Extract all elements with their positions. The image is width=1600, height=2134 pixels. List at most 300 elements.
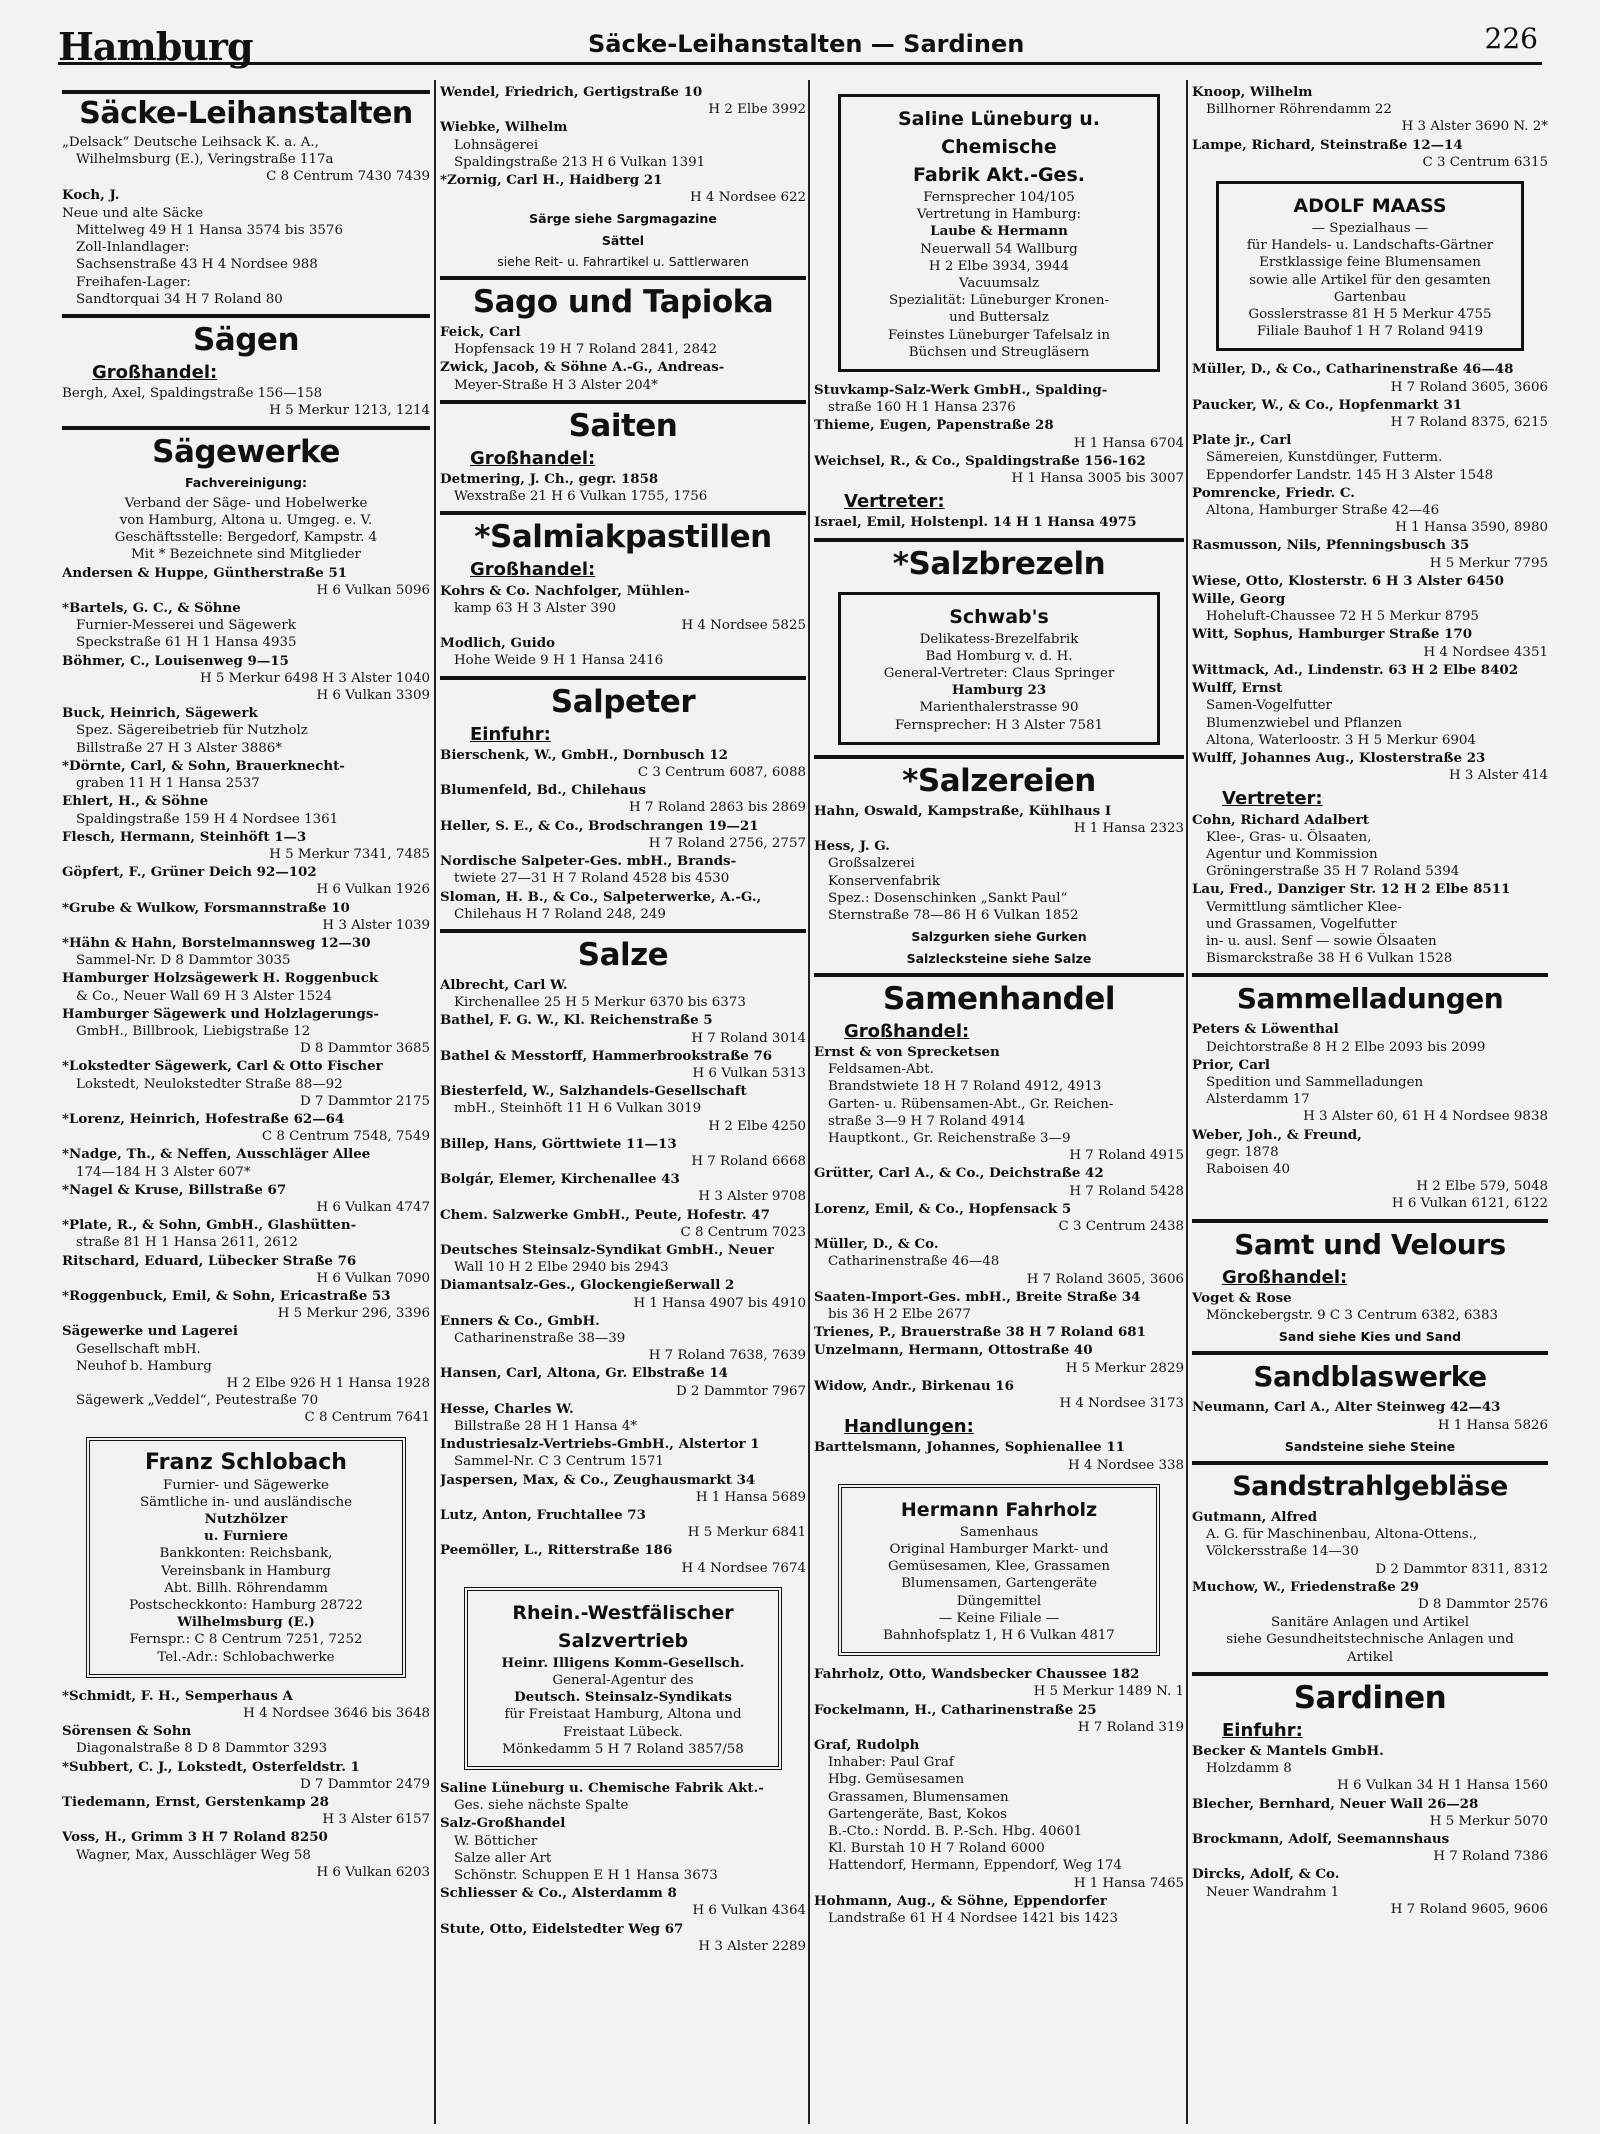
entry-line: H 4 Nordsee 622	[690, 190, 806, 206]
column-2	[440, 84, 806, 2124]
entry-line: Furnier-Messerei und Sägewerk	[76, 618, 296, 634]
entry-list	[440, 324, 806, 394]
list-item	[62, 1058, 430, 1110]
entry-line: A. G. für Maschinenbau, Altona-Ottens.,	[1206, 1527, 1478, 1543]
cross-reference: Salzgurken siehe Gurken	[911, 929, 1087, 945]
entry-name: Lampe, Richard, Steinstraße 12—14	[1192, 136, 1463, 153]
list-item	[62, 1723, 430, 1757]
entry-name: *Subbert, C. J., Lokstedt, Osterfeldstr. 1	[62, 1758, 360, 1775]
entry-name: Knoop, Wilhelm	[1192, 84, 1313, 100]
advertisement	[838, 94, 1160, 372]
list-item	[1192, 1866, 1548, 1918]
subsection-title: Einfuhr:	[470, 723, 551, 745]
list-item	[62, 1829, 430, 1881]
entry-name: Sörensen & Sohn	[62, 1723, 192, 1740]
list-item	[814, 1666, 1184, 1700]
entry-name: Heller, S. E., & Co., Brodschrangen 19—21	[440, 817, 759, 834]
entry-line: H 7 Roland 5428	[1069, 1183, 1184, 1199]
list-item	[62, 1253, 430, 1287]
list-item	[814, 1201, 1184, 1235]
list-item	[62, 758, 430, 792]
ad-line: Neuerwall 54 Wallburg	[920, 241, 1078, 257]
ad-line: — Spezialhaus —	[1311, 221, 1429, 237]
entry-line: H 3 Alster 1039	[322, 917, 430, 933]
ad-line: Vacuumsalz	[958, 276, 1040, 292]
entry-line: H 5 Merkur 7341, 7485	[269, 846, 430, 862]
ad-title: ADOLF MAASS	[1293, 195, 1447, 218]
entry-name: Bierschenk, W., GmbH., Dornbusch 12	[440, 746, 728, 763]
entry-line: Schönstr. Schuppen E H 1 Hansa 3673	[454, 1868, 718, 1884]
entry-line: Neue und alte Säcke	[62, 205, 204, 221]
list-item	[814, 1702, 1184, 1736]
column-divider	[1186, 80, 1188, 2124]
entry-line: H 7 Roland 6668	[691, 1153, 806, 1169]
entry-line: Spez. Sägereibetrieb für Nutzholz	[76, 723, 308, 739]
column-divider	[808, 80, 810, 2124]
entry-name: *Lorenz, Heinrich, Hofestraße 62—64	[62, 1110, 345, 1127]
entry-line: H 6 Vulkan 6121, 6122	[1391, 1196, 1548, 1212]
entry-name: Fockelmann, H., Catharinenstraße 25	[814, 1701, 1097, 1718]
entry-line: Bergh, Axel, Spaldingstraße 156—158	[62, 386, 323, 402]
entry-name: Wiebke, Wilhelm	[440, 119, 568, 136]
entry-line: Neuhof b. Hamburg	[76, 1358, 212, 1374]
section-title: Sardinen	[1293, 1679, 1447, 1716]
ad-line: Bad Homburg v. d. H.	[925, 648, 1073, 664]
list-item	[62, 864, 430, 898]
list-item	[814, 1893, 1184, 1927]
entry-list	[62, 134, 430, 186]
ad-line: — Keine Filiale —	[938, 1610, 1060, 1626]
section	[440, 400, 806, 444]
ad-title: Saline Lüneburg u. Chemische	[897, 108, 1101, 158]
entry-line: 174—184 H 3 Alster 607*	[76, 1164, 251, 1180]
list-item	[1192, 881, 1548, 967]
ad-line: Original Hamburger Markt- und	[889, 1541, 1109, 1557]
ad-line: Fernsprecher 104/105	[923, 190, 1075, 205]
entry-name: *Nagel & Kruse, Billstraße 67	[62, 1181, 287, 1198]
ad-line: Marienthalerstrasse 90	[919, 700, 1079, 716]
entry-line: D 8 Dammtor 2576	[1417, 1597, 1548, 1613]
entry-line: H 4 Nordsee 5825	[681, 618, 806, 634]
entry-line: H 7 Roland 7386	[1433, 1849, 1548, 1865]
entry-line: W. Bötticher	[454, 1833, 538, 1849]
entry-name: Albrecht, Carl W.	[440, 976, 568, 993]
entry-line: H 7 Roland 319	[1077, 1719, 1184, 1735]
entry-line: H 5 Merkur 6498 H 3 Alster 1040	[199, 670, 430, 686]
cross-reference: Särge siehe Sargmagazine	[529, 211, 717, 227]
advertisement	[1216, 181, 1524, 351]
list-item	[1192, 626, 1548, 660]
entry-line: Großsalzerei	[828, 856, 915, 872]
entry-line: H 4 Nordsee 3173	[1059, 1395, 1184, 1411]
list-item	[1192, 1796, 1548, 1830]
entry-name: Weichsel, R., & Co., Spaldingstraße 156-162	[814, 452, 1146, 469]
list-item	[62, 1006, 430, 1058]
entry-name: Voss, H., Grimm 3 H 7 Roland 8250	[62, 1829, 328, 1846]
entry-line: Sägewerk „Veddel“, Peutestraße 70	[76, 1393, 319, 1409]
column-1	[62, 84, 430, 2124]
entry-name: Wendel, Friedrich, Gertigstraße 10	[440, 84, 703, 100]
entry-name: Dircks, Adolf, & Co.	[1192, 1866, 1340, 1883]
entry-line: H 3 Alster 414	[1448, 768, 1548, 784]
entry-name: Feick, Carl	[440, 324, 521, 341]
entry-line: D 8 Dammtor 3685	[299, 1041, 430, 1057]
entry-line: Agentur und Kommission	[1206, 846, 1378, 862]
entry-name: Sägewerke und Lagerei	[62, 1323, 238, 1340]
list-item	[440, 1048, 806, 1082]
entry-name: Barttelsmann, Johannes, Sophienallee 11	[814, 1439, 1125, 1456]
entry-list	[62, 565, 430, 1427]
list-item	[440, 1401, 806, 1435]
section-title: *Salmiakpastillen	[474, 519, 772, 556]
ad-line: Düngemittel	[956, 1593, 1042, 1609]
entry-line: Inhaber: Paul Graf	[828, 1755, 954, 1771]
entry-name: Hansen, Carl, Altona, Gr. Elbstraße 14	[440, 1365, 728, 1382]
ad-line: General-Vertreter: Claus Springer	[883, 666, 1115, 682]
entry-line: Wilhelmsburg (E.), Veringstraße 117a	[76, 152, 334, 168]
ad-line: Büchsen und Streugläsern	[908, 344, 1090, 360]
entry-line: C 3 Centrum 2438	[1058, 1218, 1184, 1234]
entry-line: in- u. ausl. Senf — sowie Ölsaaten	[1206, 933, 1437, 949]
entry-list	[814, 514, 1184, 531]
entry-line: H 6 Vulkan 3309	[316, 688, 430, 704]
entry-line: Deichtorstraße 8 H 2 Elbe 2093 bis 2099	[1206, 1039, 1486, 1055]
entry-list	[1192, 1021, 1548, 1212]
list-item	[62, 935, 430, 969]
entry-line: Kirchenallee 25 H 5 Merkur 6370 bis 6373	[454, 995, 746, 1011]
list-item	[1192, 1057, 1548, 1126]
section-title: Samt und Velours	[1234, 1227, 1506, 1261]
entry-line: H 7 Roland 2863 bis 2869	[629, 800, 806, 816]
entry-line: H 1 Hansa 3005 bis 3007	[1011, 471, 1184, 487]
entry-line: Hopfensack 19 H 7 Roland 2841, 2842	[454, 342, 718, 358]
entry-line: H 7 Roland 4915	[1069, 1148, 1184, 1164]
entry-name: *Bartels, G. C., & Söhne	[62, 600, 241, 617]
section-title: Sandblaswerke	[1253, 1360, 1487, 1394]
entry-name: Lorenz, Emil, & Co., Hopfensack 5	[814, 1200, 1072, 1217]
entry-name: Hohmann, Aug., & Söhne, Eppendorfer	[814, 1892, 1107, 1909]
entry-line: Sammel-Nr. C 3 Centrum 1571	[454, 1454, 664, 1470]
list-item	[440, 324, 806, 358]
entry-name: *Grube & Wulkow, Forsmannstraße 10	[62, 899, 350, 916]
ad-line: Fernspr.: C 8 Centrum 7251, 7252	[129, 1632, 363, 1648]
entry-line: GmbH., Billbrook, Liebigstraße 12	[76, 1023, 311, 1039]
entry-line: Billhorner Röhrendamm 22	[1206, 102, 1392, 118]
entry-line: Wexstraße 21 H 6 Vulkan 1755, 1756	[454, 489, 708, 505]
entry-name: Bathel, F. G. W., Kl. Reichenstraße 5	[440, 1012, 713, 1029]
entry-line: straße 3—9 H 7 Roland 4914	[828, 1113, 1026, 1129]
section	[1192, 1351, 1548, 1395]
entry-name: Modlich, Guido	[440, 635, 556, 652]
cross-reference: Salzlecksteine siehe Salze	[906, 950, 1092, 966]
entry-line: und Grassamen, Vogelfutter	[1206, 916, 1397, 932]
list-item	[62, 1794, 430, 1828]
list-item	[440, 1277, 806, 1311]
list-item	[814, 1342, 1184, 1376]
list-item	[62, 1182, 430, 1216]
entry-name: Neumann, Carl A., Alter Steinweg 42—43	[1192, 1399, 1501, 1416]
entry-name: Widow, Andr., Birkenau 16	[814, 1377, 1014, 1394]
section	[62, 90, 430, 130]
entry-name: Müller, D., & Co.	[814, 1236, 939, 1253]
advertisement	[464, 1587, 782, 1770]
list-item	[440, 853, 806, 887]
list-item	[440, 1012, 806, 1046]
entry-line: Ges. siehe nächste Spalte	[454, 1798, 629, 1814]
entry-line: Diagonalstraße 8 D 8 Dammtor 3293	[76, 1741, 328, 1757]
entry-line: Freihafen-Lager:	[76, 274, 191, 290]
list-item	[440, 1780, 806, 1814]
ad-line: Gosslerstrasse 81 H 5 Merkur 4755	[1248, 307, 1492, 323]
list-item	[440, 1242, 806, 1276]
list-item	[62, 900, 430, 934]
entry-name: Zwick, Jacob, & Söhne A.-G., Andreas-	[440, 359, 725, 376]
ad-line: sowie alle Artikel für den gesamten	[1249, 272, 1491, 288]
cross-reference: Sand siehe Kies und Sand	[1278, 1329, 1462, 1345]
entry-name: *Zornig, Carl H., Haidberg 21	[440, 172, 663, 189]
section-title: Sägen	[192, 322, 300, 359]
entry-line: H 3 Alster 60, 61 H 4 Nordsee 9838	[1303, 1109, 1548, 1125]
entry-name: Sloman, H. B., & Co., Salpeterwerke, A.-G.,	[440, 888, 762, 905]
ad-line: Gartenbau	[1333, 289, 1407, 305]
list-item	[440, 1136, 806, 1170]
section	[814, 755, 1184, 799]
section-title: Sammelladungen	[1236, 982, 1504, 1016]
entry-line: „Delsack“ Deutsche Leihsack K. a. A.,	[62, 135, 319, 150]
entry-line: Holzdamm 8	[1206, 1761, 1292, 1777]
entry-line: H 3 Alster 9708	[698, 1189, 806, 1205]
entry-list	[62, 1688, 430, 1881]
header-city: Hamburg	[58, 24, 253, 69]
entry-name: Schliesser & Co., Alsterdamm 8	[440, 1885, 677, 1902]
ad-line: Samenhaus	[959, 1524, 1039, 1540]
list-item	[814, 838, 1184, 924]
entry-line: D 2 Dammtor 7967	[675, 1383, 806, 1399]
page-number: 226	[1484, 22, 1538, 55]
entry-line: Spez.: Dosenschinken „Sankt Paul“	[828, 890, 1068, 906]
entry-name: Hess, J. G.	[814, 838, 890, 855]
entry-line: H 1 Hansa 4907 bis 4910	[633, 1295, 806, 1311]
entry-line: Sachsenstraße 43 H 4 Nordsee 988	[76, 257, 318, 273]
entry-name: Tiedemann, Ernst, Gerstenkamp 28	[62, 1794, 329, 1811]
entry-line: Vermittlung sämtlicher Klee-	[1206, 899, 1402, 915]
entry-name: Peters & Löwenthal	[1192, 1021, 1339, 1038]
entry-name: Wille, Georg	[1192, 591, 1286, 608]
ad-line: Furnier- und Sägewerke	[163, 1477, 329, 1493]
entry-list	[1192, 1743, 1548, 1918]
list-item	[62, 495, 430, 564]
entry-list	[440, 471, 806, 505]
ad-line: Mönkedamm 5 H 7 Roland 3857/58	[502, 1741, 744, 1757]
entry-name: *Schmidt, F. H., Semperhaus A	[62, 1687, 293, 1704]
list-item	[62, 705, 430, 757]
list-item	[62, 565, 430, 599]
section	[814, 538, 1184, 582]
ad-title: Rhein.-Westfälischer Salzvertrieb	[512, 1601, 734, 1652]
entry-line: Wagner, Max, Ausschläger Weg 58	[76, 1847, 311, 1863]
entry-line: Sanitäre Anlagen und Artikel	[1270, 1615, 1470, 1631]
entry-line: H 7 Roland 3605, 3606	[1026, 1271, 1184, 1287]
ad-line: Feinstes Lüneburger Tafelsalz in	[888, 327, 1110, 343]
list-item	[62, 829, 430, 863]
advertisement	[838, 592, 1160, 745]
entry-name: Billep, Hans, Görttwiete 11—13	[440, 1135, 677, 1152]
list-item	[440, 1921, 806, 1955]
list-item	[1192, 573, 1548, 590]
list-item	[1192, 1021, 1548, 1055]
ad-line: Vertretung in Hamburg:	[916, 207, 1082, 223]
ad-lines	[474, 1599, 772, 1758]
ad-lines	[848, 1496, 1150, 1644]
entry-line: Samen-Vogelfutter	[1206, 698, 1332, 714]
entry-name: Trienes, P., Brauerstraße 38 H 7 Roland 681	[814, 1324, 1146, 1341]
ad-title: Schwab's	[949, 605, 1049, 628]
entry-line: H 6 Vulkan 7090	[316, 1270, 430, 1286]
entry-name: Flesch, Hermann, Steinhöft 1—3	[62, 828, 307, 845]
entry-line: Lokstedt, Neulokstedter Straße 88—92	[76, 1076, 343, 1092]
entry-line: H 4 Nordsee 3646 bis 3648	[243, 1706, 430, 1722]
entry-name: Lutz, Anton, Fruchtallee 73	[440, 1507, 646, 1523]
entry-line: C 8 Centrum 7641	[304, 1410, 430, 1426]
entry-line: H 1 Hansa 5689	[695, 1489, 806, 1505]
list-item	[440, 583, 806, 635]
ad-line: Fabrik Akt.-Ges.	[913, 164, 1085, 186]
entry-line: H 3 Alster 2289	[698, 1938, 806, 1954]
entry-line: Raboisen 40	[1206, 1161, 1291, 1177]
ad-line: und Buttersalz	[949, 310, 1049, 326]
subsection-title: Großhandel:	[1222, 1266, 1348, 1288]
entry-list	[440, 747, 806, 923]
list-item	[62, 1217, 430, 1251]
ad-line: Abt. Billh. Röhrendamm	[164, 1580, 328, 1596]
list-item	[62, 1759, 430, 1793]
list-item	[814, 1324, 1184, 1341]
subsection-title: Vertreter:	[1222, 788, 1323, 810]
list-item	[1192, 1579, 1548, 1613]
entry-line: C 8 Centrum 7430 7439	[266, 169, 430, 185]
section	[62, 314, 430, 358]
entry-line: Billstraße 28 H 1 Hansa 4*	[454, 1418, 638, 1434]
ad-line: Deutsch. Steinsalz-Syndikats	[514, 1689, 732, 1706]
entry-name: Böhmer, C., Louisenweg 9—15	[62, 652, 289, 669]
entry-line: H 7 Roland 8375, 6215	[1390, 415, 1548, 431]
entry-list	[814, 382, 1184, 487]
list-item	[1192, 1614, 1548, 1666]
entry-line: B.-Cto.: Nordd. B. P.-Sch. Hbg. 40601	[828, 1824, 1083, 1840]
list-item	[1192, 1509, 1548, 1578]
list-item	[1192, 812, 1548, 881]
entry-list	[1192, 84, 1548, 171]
ad-line: Bahnhofsplatz 1, H 6 Vulkan 4817	[883, 1628, 1115, 1643]
entry-name: Plate jr., Carl	[1192, 432, 1292, 449]
advertisement	[838, 1484, 1160, 1656]
entry-line: H 3 Alster 6157	[322, 1812, 430, 1828]
ad-line: Wilhelmsburg (E.)	[177, 1614, 315, 1631]
ad-line: Bankkonten: Reichsbank,	[159, 1546, 333, 1562]
entry-name: Göpfert, F., Grüner Deich 92—102	[62, 864, 317, 881]
entry-line: H 5 Merkur 1213, 1214	[269, 403, 430, 419]
entry-name: *Plate, R., & Sohn, GmbH., Glashütten-	[62, 1217, 357, 1234]
section	[1192, 1219, 1548, 1263]
entry-line: bis 36 H 2 Elbe 2677	[828, 1306, 971, 1322]
ad-lines	[847, 105, 1151, 361]
entry-name: Unzelmann, Hermann, Ottostraße 40	[814, 1342, 1093, 1359]
list-item	[1192, 137, 1548, 171]
entry-line: H 6 Vulkan 6203	[316, 1864, 430, 1880]
ad-line: für Freistaat Hamburg, Altona und	[504, 1707, 742, 1723]
entry-line: Hbg. Gemüsesamen	[828, 1772, 965, 1788]
section-title: Salpeter	[550, 683, 696, 720]
list-item	[440, 1815, 806, 1884]
entry-line: H 4 Nordsee 4351	[1423, 644, 1548, 660]
list-item	[1192, 397, 1548, 431]
list-item	[62, 385, 430, 419]
entry-name: Blumenfeld, Bd., Chilehaus	[440, 782, 647, 799]
entry-name: Lau, Fred., Danziger Str. 12 H 2 Elbe 8511	[1192, 881, 1511, 898]
entry-name: Saline Lüneburg u. Chemische Fabrik Akt.-	[440, 1780, 764, 1797]
subsection-title: Einfuhr:	[1222, 1719, 1303, 1741]
entry-line: Meyer-Straße H 3 Alster 204*	[454, 377, 658, 393]
subsection-title: Handlungen:	[844, 1416, 974, 1438]
subsection-title: Großhandel:	[844, 1020, 970, 1042]
list-item	[814, 1289, 1184, 1323]
entry-line: Altona, Waterloostr. 3 H 5 Merkur 6904	[1206, 732, 1476, 748]
section	[440, 929, 806, 973]
section-title: Sägewerke	[152, 433, 340, 470]
entry-name: Brockmann, Adolf, Seemannshaus	[1192, 1831, 1450, 1848]
entry-line: H 7 Roland 3605, 3606	[1390, 379, 1548, 395]
entry-line: H 1 Hansa 2323	[1073, 821, 1184, 837]
list-item	[814, 1439, 1184, 1473]
ad-lines	[1225, 192, 1515, 340]
list-item	[1192, 1127, 1548, 1213]
ad-line: Hamburg 23	[951, 682, 1047, 699]
entry-line: H 5 Merkur 7795	[1429, 555, 1548, 571]
section-title: *Salzereien	[902, 762, 1096, 799]
entry-line: Grassamen, Blumensamen	[828, 1789, 1009, 1805]
list-item	[62, 600, 430, 652]
entry-line: Mönckebergstr. 9 C 3 Centrum 6382, 6383	[1206, 1307, 1498, 1323]
list-item	[62, 970, 430, 1004]
entry-name: Wiese, Otto, Klosterstr. 6 H 3 Alster 6450	[1192, 572, 1504, 589]
entry-line: H 5 Merkur 1489 N. 1	[1033, 1684, 1184, 1700]
entry-name: Nordische Salpeter-Ges. mbH., Brands-	[440, 853, 737, 870]
entry-name: Wulff, Johannes Aug., Klosterstraße 23	[1192, 749, 1486, 766]
entry-line: H 7 Roland 2756, 2757	[648, 835, 806, 851]
entry-list	[814, 803, 1184, 924]
entry-list	[1192, 1290, 1548, 1324]
entry-list	[1192, 361, 1548, 784]
entry-name: Buck, Heinrich, Sägewerk	[62, 705, 258, 722]
entry-name: Blecher, Bernhard, Neuer Wall 26—28	[1192, 1795, 1479, 1812]
list-item	[814, 1236, 1184, 1288]
entry-line: Klee-, Gras- u. Ölsaaten,	[1206, 829, 1372, 845]
entry-name: Rasmusson, Nils, Pfenningsbusch 35	[1192, 537, 1470, 554]
entry-line: Salze aller Art	[454, 1850, 552, 1866]
ad-line: Postscheckkonto: Hamburg 28722	[129, 1598, 363, 1614]
entry-line: Chilehaus H 7 Roland 248, 249	[454, 906, 666, 922]
section-title: Saiten	[568, 407, 678, 444]
entry-line: Landstraße 61 H 4 Nordsee 1421 bis 1423	[828, 1911, 1118, 1927]
list-item	[814, 514, 1184, 531]
list-item	[1192, 662, 1548, 679]
list-item	[440, 119, 806, 171]
entry-name: Hesse, Charles W.	[440, 1400, 574, 1417]
entry-list	[62, 385, 430, 419]
entry-name: Andersen & Huppe, Güntherstraße 51	[62, 564, 348, 581]
entry-line: Geschäftsstelle: Bergedorf, Kampstr. 4	[114, 530, 378, 546]
list-item	[62, 793, 430, 827]
